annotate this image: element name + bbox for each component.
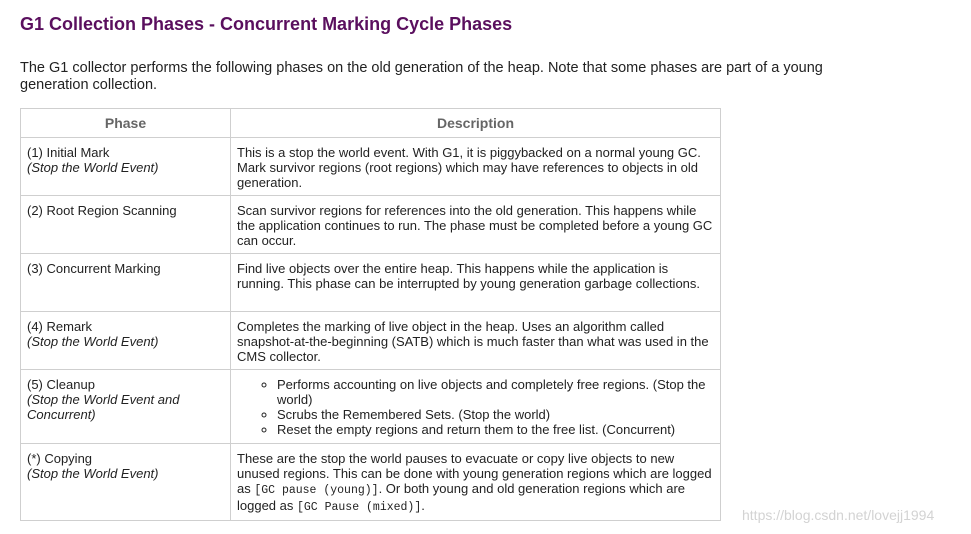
description-cell: Completes the marking of live object in the heap. Uses an algorithm called snapshot-at-the-beginning (SATB) which is much faster than what was used in the CMS collector. <box>231 312 721 370</box>
log-code-mixed: [GC Pause (mixed)] <box>297 501 422 514</box>
table-row <box>21 254 721 312</box>
phase-note: (Stop the World Event) <box>27 334 159 349</box>
phase-name: (4) Remark <box>27 319 93 334</box>
phase-cell <box>21 196 231 254</box>
phase-cell <box>21 444 231 521</box>
watermark: https://blog.csdn.net/lovejj1994 <box>742 507 935 523</box>
description-cell <box>231 370 721 444</box>
phase-note: (Stop the World Event) <box>27 466 159 481</box>
table-row <box>21 312 721 370</box>
phase-name: (5) Cleanup <box>27 377 95 392</box>
phase-note: (Stop the World Event and Concurrent) <box>27 392 180 422</box>
phases-table <box>20 108 721 521</box>
table-row <box>21 196 721 254</box>
cleanup-bullet-list <box>237 377 714 437</box>
table-row <box>21 138 721 196</box>
phase-name: (*) Copying <box>27 451 93 466</box>
phase-cell <box>21 254 231 312</box>
table-header-row <box>21 109 721 138</box>
description-text: . <box>421 498 425 513</box>
log-code-young: [GC pause (young)] <box>254 484 379 497</box>
description-cell <box>231 444 721 521</box>
description-cell: Find live objects over the entire heap. This happens while the application is running. This phase can be interrupted by young generation garbage collections. <box>231 254 721 312</box>
column-header-phase: Phase <box>21 109 231 138</box>
column-header-description: Description <box>231 109 721 138</box>
table-row <box>21 444 721 521</box>
intro-paragraph: The G1 collector performs the following phases on the old generation of the heap. Note that some phases are part of a young generation collection. <box>20 60 823 93</box>
description-text: . Or both young and old generation regions which are logged as <box>237 481 685 513</box>
description-cell: This is a stop the world event. With G1, it is piggybacked on a normal young GC. Mark survivor regions (root regions) which may have references to objects in old generation. <box>231 138 721 196</box>
phase-cell <box>21 370 231 444</box>
description-cell: Scan survivor regions for references into the old generation. This happens while the application continues to run. The phase must be completed before a young GC can occur. <box>231 196 721 254</box>
phase-name: (1) Initial Mark <box>27 145 110 160</box>
page-title: G1 Collection Phases - Concurrent Marking Cycle Phases <box>20 14 513 34</box>
list-item: ◦ Reset the empty regions and return them to the free list. (Concurrent) <box>277 422 714 437</box>
phase-cell <box>21 138 231 196</box>
phase-cell <box>21 312 231 370</box>
phase-name: (3) Concurrent Marking <box>27 261 161 276</box>
list-item: ◦ Performs accounting on live objects and completely free regions. (Stop the world) <box>277 377 714 407</box>
list-item: ◦ Scrubs the Remembered Sets. (Stop the world) <box>277 407 714 422</box>
description-text: These are the stop the world pauses to evacuate or copy live objects to new unused regions. This can be done with young generation regions which are logged as <box>237 451 712 496</box>
phase-note: (Stop the World Event) <box>27 160 159 175</box>
phase-name: (2) Root Region Scanning <box>27 203 177 218</box>
table-row <box>21 370 721 444</box>
